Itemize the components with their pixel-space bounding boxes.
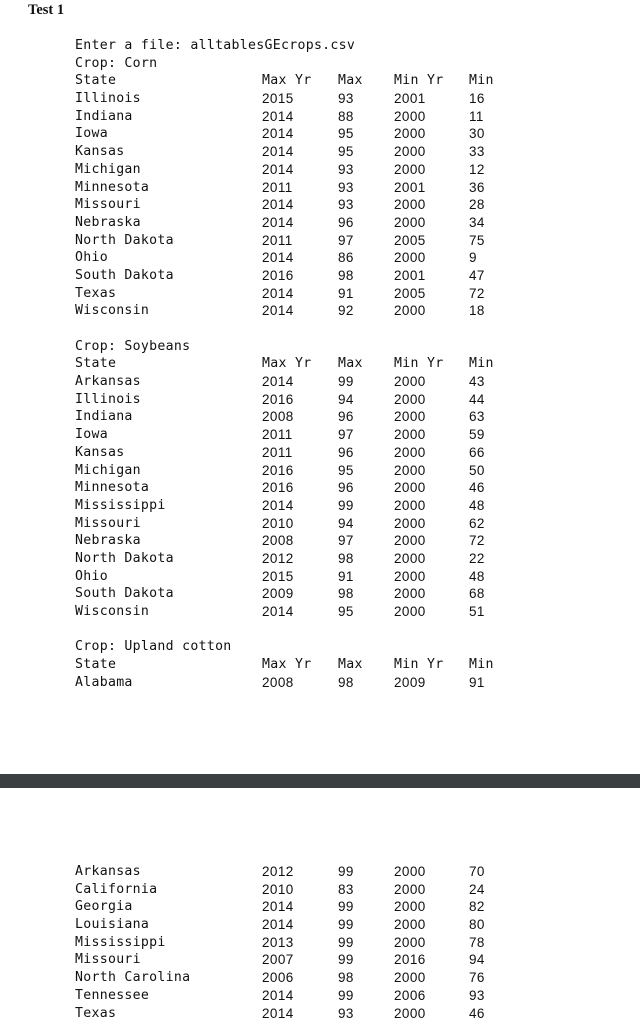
table-row <box>75 951 595 969</box>
cell-state: Mississippi <box>75 934 166 950</box>
header-min: Min <box>469 356 494 372</box>
cell-max-yr: 2014 <box>262 214 294 230</box>
cell-state: Arkansas <box>75 374 141 390</box>
cell-state: North Dakota <box>75 232 174 248</box>
cell-state: North Carolina <box>75 970 191 986</box>
cell-min: 11 <box>469 108 484 124</box>
cell-max: 95 <box>338 144 354 160</box>
cell-max: 98 <box>338 674 354 690</box>
cell-min-yr: 2000 <box>394 214 426 230</box>
cell-min: 62 <box>469 515 485 531</box>
cell-min: 30 <box>469 126 485 142</box>
table-row <box>75 969 595 987</box>
cell-max: 98 <box>338 267 354 283</box>
cell-max-yr: 2010 <box>262 515 294 531</box>
cell-max-yr: 2007 <box>262 952 294 968</box>
cell-min: 76 <box>469 970 485 986</box>
cell-max-yr: 2008 <box>262 533 294 549</box>
cell-max: 83 <box>338 881 354 897</box>
cell-state: Tennessee <box>75 987 150 1003</box>
cell-max: 95 <box>338 126 354 142</box>
cell-min: 63 <box>469 409 485 425</box>
cell-state: Kansas <box>75 444 125 460</box>
cell-min-yr: 2000 <box>394 303 426 319</box>
table-row <box>75 161 595 179</box>
cell-min: 18 <box>469 303 485 319</box>
cell-min-yr: 2000 <box>394 480 426 496</box>
cell-min: 70 <box>469 864 485 879</box>
cell-state: Nebraska <box>75 533 141 549</box>
cell-max-yr: 2014 <box>262 374 294 390</box>
cell-max: 97 <box>338 533 354 549</box>
cell-state: Illinois <box>75 391 141 407</box>
cell-state: Ohio <box>75 568 108 584</box>
cell-max-yr: 2014 <box>262 197 294 213</box>
table-row <box>75 108 595 126</box>
cell-max-yr: 2015 <box>262 568 294 584</box>
cell-state: Minnesota <box>75 480 150 496</box>
cell-min-yr: 2000 <box>394 144 426 160</box>
cell-min: 72 <box>469 285 485 301</box>
table-row <box>75 462 595 480</box>
cell-min-yr: 2000 <box>394 568 426 584</box>
cell-max: 92 <box>338 303 354 319</box>
cell-min: 48 <box>469 497 485 513</box>
cell-max: 99 <box>338 497 354 513</box>
cell-max: 93 <box>338 91 354 107</box>
cell-min: 80 <box>469 917 485 933</box>
cell-min: 50 <box>469 462 485 478</box>
cell-max: 99 <box>338 987 354 1003</box>
cell-state: South Dakota <box>75 586 174 602</box>
cell-state: Louisiana <box>75 917 150 933</box>
cell-min-yr: 2000 <box>394 374 426 390</box>
cell-max-yr: 2015 <box>262 91 294 107</box>
cell-max-yr: 2014 <box>262 250 294 266</box>
cell-max: 96 <box>338 480 354 496</box>
header-max: Max <box>338 73 363 89</box>
cell-max-yr: 2014 <box>262 108 294 124</box>
cell-min: 94 <box>469 952 485 968</box>
cell-max-yr: 2014 <box>262 161 294 177</box>
cell-max-yr: 2014 <box>262 1005 294 1021</box>
cell-max: 91 <box>338 568 354 584</box>
cell-max-yr: 2014 <box>262 604 294 619</box>
cell-min: 33 <box>469 144 485 160</box>
cell-state: Alabama <box>75 674 133 690</box>
cell-max: 96 <box>338 409 354 425</box>
program-output-continued <box>75 863 595 1022</box>
cell-max-yr: 2016 <box>262 462 294 478</box>
table-row <box>75 408 595 426</box>
cell-min-yr: 2001 <box>394 267 426 283</box>
table-row <box>75 674 595 692</box>
cell-min-yr: 2000 <box>394 899 426 915</box>
cell-max-yr: 2008 <box>262 409 294 425</box>
cell-max: 98 <box>338 586 354 602</box>
cell-max-yr: 2008 <box>262 674 294 690</box>
cell-min-yr: 2006 <box>394 987 426 1003</box>
cell-min-yr: 2000 <box>394 533 426 549</box>
cell-min: 93 <box>469 987 485 1003</box>
header-max: Max <box>338 657 363 673</box>
cell-min: 78 <box>469 934 485 950</box>
cell-min: 82 <box>469 899 485 915</box>
cell-min-yr: 2000 <box>394 970 426 986</box>
cell-min-yr: 2000 <box>394 586 426 602</box>
cell-min-yr: 2000 <box>394 444 426 460</box>
cell-state: Georgia <box>75 899 133 915</box>
cell-min: 24 <box>469 881 485 897</box>
table-row <box>75 479 595 497</box>
cell-state: Michigan <box>75 161 141 177</box>
cell-min: 16 <box>469 91 485 107</box>
cell-min-yr: 2005 <box>394 232 426 248</box>
table-row <box>75 214 595 232</box>
table-row <box>75 585 595 603</box>
cell-min: 12 <box>469 161 485 177</box>
table-row <box>75 267 595 285</box>
table-row <box>75 497 595 515</box>
header-max-yr: Max Yr <box>262 657 312 673</box>
cell-max-yr: 2011 <box>262 179 293 195</box>
table-row <box>75 125 595 143</box>
cell-state: Mississippi <box>75 497 166 513</box>
cell-min-yr: 2000 <box>394 427 426 443</box>
cell-min-yr: 2000 <box>394 497 426 513</box>
cell-state: Indiana <box>75 108 133 124</box>
cell-max: 93 <box>338 197 354 213</box>
cell-max: 98 <box>338 550 354 566</box>
cell-max: 99 <box>338 917 354 933</box>
crop-heading: Crop: Upland cotton <box>75 639 232 655</box>
header-max: Max <box>338 356 363 372</box>
cell-max: 99 <box>338 864 354 879</box>
cell-state: Ohio <box>75 250 108 266</box>
cell-max-yr: 2014 <box>262 144 294 160</box>
cell-min-yr: 2000 <box>394 126 426 142</box>
cell-max: 94 <box>338 515 354 531</box>
page-title: Test 1 <box>28 2 65 18</box>
table-row <box>75 196 595 214</box>
header-min: Min <box>469 657 494 673</box>
cell-max: 98 <box>338 970 354 986</box>
cell-min: 34 <box>469 214 485 230</box>
cell-max: 94 <box>338 391 354 407</box>
cell-min: 75 <box>469 232 485 248</box>
cell-min: 36 <box>469 179 485 195</box>
cell-max-yr: 2012 <box>262 864 294 879</box>
cell-min-yr: 2000 <box>394 391 426 407</box>
cell-min-yr: 2000 <box>394 881 426 897</box>
cell-max: 97 <box>338 427 354 443</box>
header-state: State <box>75 73 117 89</box>
cell-state: South Dakota <box>75 267 174 283</box>
cell-min: 46 <box>469 480 485 496</box>
cell-min: 91 <box>469 674 485 690</box>
cell-max-yr: 2014 <box>262 126 294 142</box>
cell-state: Wisconsin <box>75 604 150 619</box>
cell-min-yr: 2000 <box>394 917 426 933</box>
cell-min-yr: 2000 <box>394 197 426 213</box>
cell-max: 86 <box>338 250 354 266</box>
table-row <box>75 568 595 586</box>
cell-state: California <box>75 881 158 897</box>
cell-max-yr: 2016 <box>262 267 294 283</box>
cell-state: Wisconsin <box>75 303 150 319</box>
file-prompt-line: Enter a file: alltablesGEcrops.csv <box>75 38 356 53</box>
cell-min: 72 <box>469 533 485 549</box>
table-header-row <box>75 72 595 90</box>
cell-min: 22 <box>469 550 485 566</box>
cell-max-yr: 2014 <box>262 285 294 301</box>
cell-max-yr: 2014 <box>262 497 294 513</box>
blank-line <box>75 320 595 338</box>
cell-min: 66 <box>469 444 485 460</box>
cell-state: Texas <box>75 1005 117 1021</box>
cell-max-yr: 2010 <box>262 881 294 897</box>
cell-max-yr: 2011 <box>262 444 293 460</box>
cell-min-yr: 2005 <box>394 285 426 301</box>
cell-max-yr: 2013 <box>262 934 294 950</box>
cell-state: Nebraska <box>75 214 141 230</box>
table-row <box>75 285 595 303</box>
cell-max: 95 <box>338 604 354 619</box>
cell-max-yr: 2014 <box>262 303 294 319</box>
cell-state: Illinois <box>75 91 141 107</box>
table-row <box>75 863 595 881</box>
cell-max-yr: 2016 <box>262 480 294 496</box>
cell-min-yr: 2009 <box>394 674 426 690</box>
cell-max-yr: 2011 <box>262 427 293 443</box>
header-min-yr: Min Yr <box>394 657 444 673</box>
crop-heading: Crop: Corn <box>75 55 158 71</box>
header-state: State <box>75 356 117 372</box>
table-row <box>75 550 595 568</box>
cell-state: Missouri <box>75 515 141 531</box>
table-row <box>75 391 595 409</box>
program-output <box>75 37 595 691</box>
cell-max: 93 <box>338 1005 354 1021</box>
cell-max: 96 <box>338 444 354 460</box>
page-break-divider <box>0 774 640 788</box>
table-row <box>75 916 595 934</box>
header-max-yr: Max Yr <box>262 73 312 89</box>
cell-min-yr: 2000 <box>394 515 426 531</box>
cell-min: 51 <box>469 604 485 619</box>
cell-max-yr: 2009 <box>262 586 294 602</box>
cell-min-yr: 2000 <box>394 550 426 566</box>
table-row <box>75 373 595 391</box>
table-row <box>75 1005 595 1023</box>
cell-max-yr: 2014 <box>262 987 294 1003</box>
blank-line <box>75 621 595 639</box>
cell-state: Kansas <box>75 144 125 160</box>
cell-max-yr: 2011 <box>262 232 293 248</box>
table-header-row <box>75 355 595 373</box>
header-state: State <box>75 657 117 673</box>
cell-min-yr: 2001 <box>394 179 426 195</box>
cell-min: 44 <box>469 391 485 407</box>
cell-max: 93 <box>338 161 354 177</box>
cell-max: 91 <box>338 285 354 301</box>
table-row <box>75 143 595 161</box>
cell-state: Missouri <box>75 952 141 968</box>
cell-min: 46 <box>469 1005 485 1021</box>
header-min: Min <box>469 73 494 89</box>
cell-max: 99 <box>338 952 354 968</box>
cell-min: 47 <box>469 267 485 283</box>
cell-state: Iowa <box>75 427 108 443</box>
cell-max-yr: 2014 <box>262 899 294 915</box>
table-row <box>75 249 595 267</box>
cell-min-yr: 2000 <box>394 864 426 879</box>
table-row <box>75 934 595 952</box>
cell-state: Iowa <box>75 126 108 142</box>
cell-min-yr: 2000 <box>394 604 426 619</box>
cell-min-yr: 2000 <box>394 108 426 124</box>
cell-min-yr: 2001 <box>394 91 426 107</box>
cell-state: Missouri <box>75 197 141 213</box>
cell-min: 9 <box>469 250 477 266</box>
cell-min-yr: 2000 <box>394 161 426 177</box>
cell-state: Minnesota <box>75 179 150 195</box>
cell-min: 48 <box>469 568 485 584</box>
cell-max-yr: 2012 <box>262 550 294 566</box>
cell-min-yr: 2000 <box>394 250 426 266</box>
table-row <box>75 232 595 250</box>
crop-heading: Crop: Soybeans <box>75 338 191 354</box>
cell-min: 28 <box>469 197 485 213</box>
cell-state: Indiana <box>75 409 133 425</box>
header-max-yr: Max Yr <box>262 356 312 372</box>
cell-max-yr: 2014 <box>262 917 294 933</box>
cell-min: 43 <box>469 374 485 390</box>
table-row <box>75 881 595 899</box>
cell-state: Texas <box>75 285 117 301</box>
cell-min-yr: 2000 <box>394 1005 426 1021</box>
cell-max: 99 <box>338 899 354 915</box>
cell-max: 93 <box>338 179 354 195</box>
table-row <box>75 90 595 108</box>
table-row <box>75 515 595 533</box>
table-row <box>75 898 595 916</box>
cell-max: 96 <box>338 214 354 230</box>
cell-state: Michigan <box>75 462 141 478</box>
cell-min: 59 <box>469 427 485 443</box>
cell-state: North Dakota <box>75 550 174 566</box>
cell-max: 97 <box>338 232 354 248</box>
cell-min-yr: 2000 <box>394 409 426 425</box>
cell-min: 68 <box>469 586 485 602</box>
cell-min-yr: 2000 <box>394 934 426 950</box>
cell-max: 99 <box>338 934 354 950</box>
cell-min-yr: 2016 <box>394 952 426 968</box>
cell-min-yr: 2000 <box>394 462 426 478</box>
cell-max-yr: 2016 <box>262 391 294 407</box>
table-row <box>75 444 595 462</box>
table-row <box>75 426 595 444</box>
table-row <box>75 532 595 550</box>
table-row <box>75 603 595 621</box>
cell-max: 88 <box>338 108 354 124</box>
table-row <box>75 179 595 197</box>
cell-max: 99 <box>338 374 354 390</box>
cell-max: 95 <box>338 462 354 478</box>
cell-max-yr: 2006 <box>262 970 294 986</box>
cell-state: Arkansas <box>75 864 141 879</box>
header-min-yr: Min Yr <box>394 356 444 372</box>
table-row <box>75 302 595 320</box>
header-min-yr: Min Yr <box>394 73 444 89</box>
table-header-row <box>75 656 595 674</box>
table-row <box>75 987 595 1005</box>
